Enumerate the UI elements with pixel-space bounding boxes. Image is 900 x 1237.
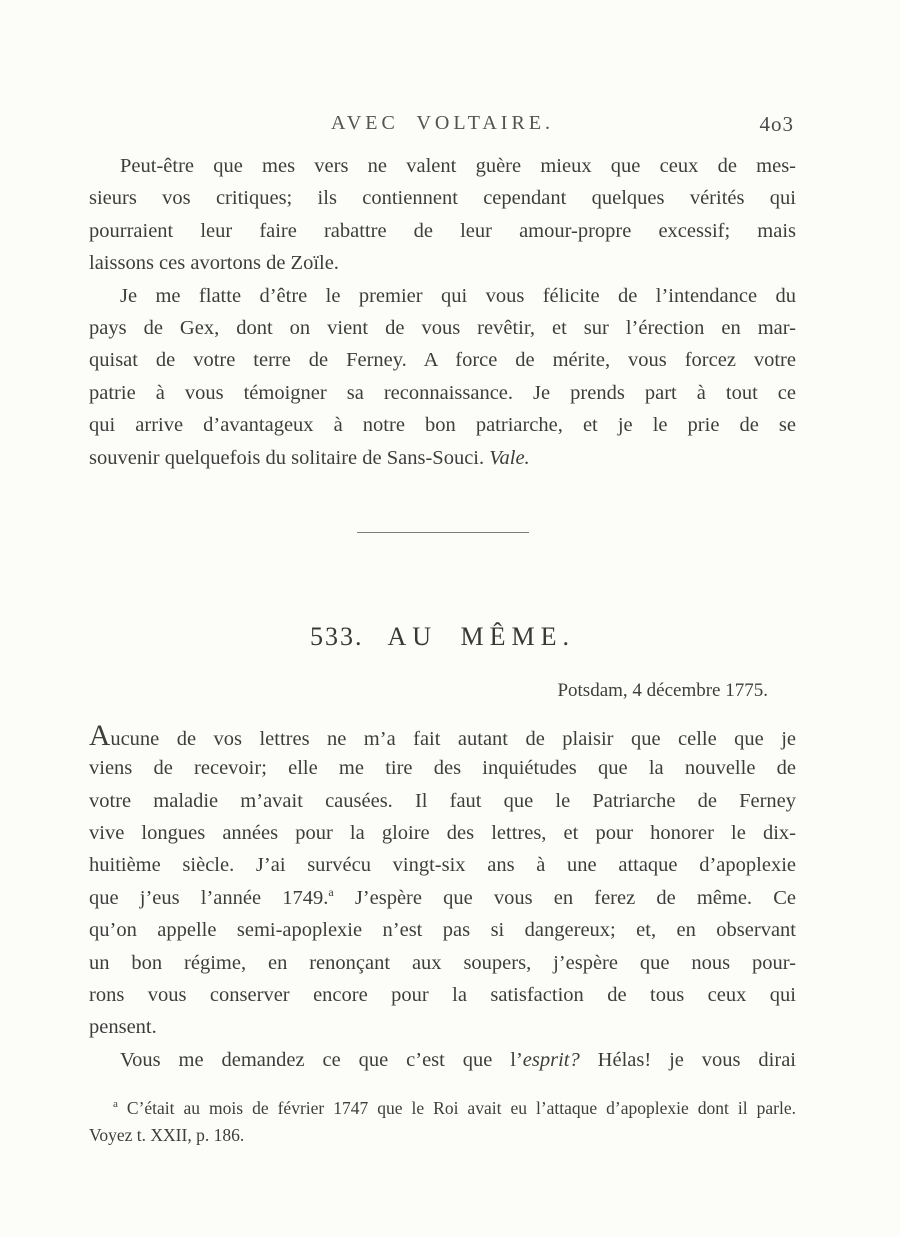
text-line: pourraient leur faire rabattre de leur amour-propre excessif; mais [89, 219, 796, 242]
letter-heading [89, 620, 796, 654]
text-line: Peut-être que mes vers ne valent guère mieux que ceux de mes- [120, 155, 796, 177]
text-line: pensent. [89, 1016, 157, 1039]
divider-rule [357, 532, 529, 533]
text-line: rons vous conserver encore pour la satisfaction de tous ceux qui [89, 984, 796, 1007]
paragraph-letter533-2 [89, 1044, 796, 1076]
text-line: Aucune de vos lettres ne m’a fait autant de plaisir que celle que je [89, 719, 796, 752]
text-line: vive longues années pour la gloire des lettres, et pour honorer le dix- [89, 822, 796, 845]
footnote [89, 1095, 796, 1149]
letter-title: AU MÊME. [387, 621, 576, 651]
paragraph-letter533-1 [89, 720, 796, 1044]
text-line: pays de Gex, dont on vient de vous revêtir, et sur l’érection en mar- [89, 316, 796, 339]
text-line: qu’on appelle semi-apoplexie n’est pas si dangereux; et, en observant [89, 919, 796, 942]
text-line: patrie à vous témoigner sa reconnaissance. Je prends part à tout ce [89, 381, 796, 404]
dateline: Potsdam, 4 décembre 1775. [557, 679, 768, 701]
text-line: huitième siècle. J’ai survécu vingt-six ans à une attaque d’apoplexie [89, 854, 796, 877]
letter-body [89, 720, 796, 1076]
text-line: votre maladie m’avait causées. Il faut que le Patriarche de Ferney [89, 789, 796, 812]
text-line: laissons ces avortons de Zoïle. [89, 252, 339, 275]
text-line: Voyez t. XXII, p. 186. [89, 1125, 245, 1146]
page-number: 4o3 [759, 112, 794, 136]
text-line: que j’eus l’année 1749.$^a$ J’espère que vous en ferez de même. Ce [89, 885, 796, 909]
text-line: viens de recevoir; elle me tire des inquiétudes que la nouvelle de [89, 757, 796, 780]
section-divider [89, 532, 796, 534]
text-line: souvenir quelquefois du solitaire de Sans-Souci. Vale. [89, 446, 530, 469]
text-line: $^a$ C’était au mois de février 1747 que le Roi avait eu l’attaque d’apoplexie dont il parle. [113, 1098, 796, 1119]
letter-number: 533. [309, 621, 364, 651]
text-line: quisat de votre terre de Ferney. A force de mérite, vous forcez votre [89, 349, 796, 372]
footnote-paragraph [89, 1095, 796, 1149]
running-title: AVEC VOLTAIRE. [330, 112, 555, 134]
text-line: un bon régime, en renonçant aux soupers, j’espère que nous pour- [89, 951, 796, 974]
paragraph-letter532-2 [89, 280, 796, 474]
paragraph-letter532-1 [89, 150, 796, 280]
page-header [89, 112, 796, 138]
text-line: qui arrive d’avantageux à notre bon patriarche, et je le prie de se [89, 414, 796, 437]
text-line: sieurs vos critiques; ils contiennent cependant quelques vérités qui [89, 187, 796, 210]
text-line: Je me flatte d’être le premier qui vous félicite de l’intendance du [120, 284, 796, 307]
text-line: Vous me demandez ce que c’est que l’esprit? Hélas! je vous dirai [120, 1048, 797, 1071]
